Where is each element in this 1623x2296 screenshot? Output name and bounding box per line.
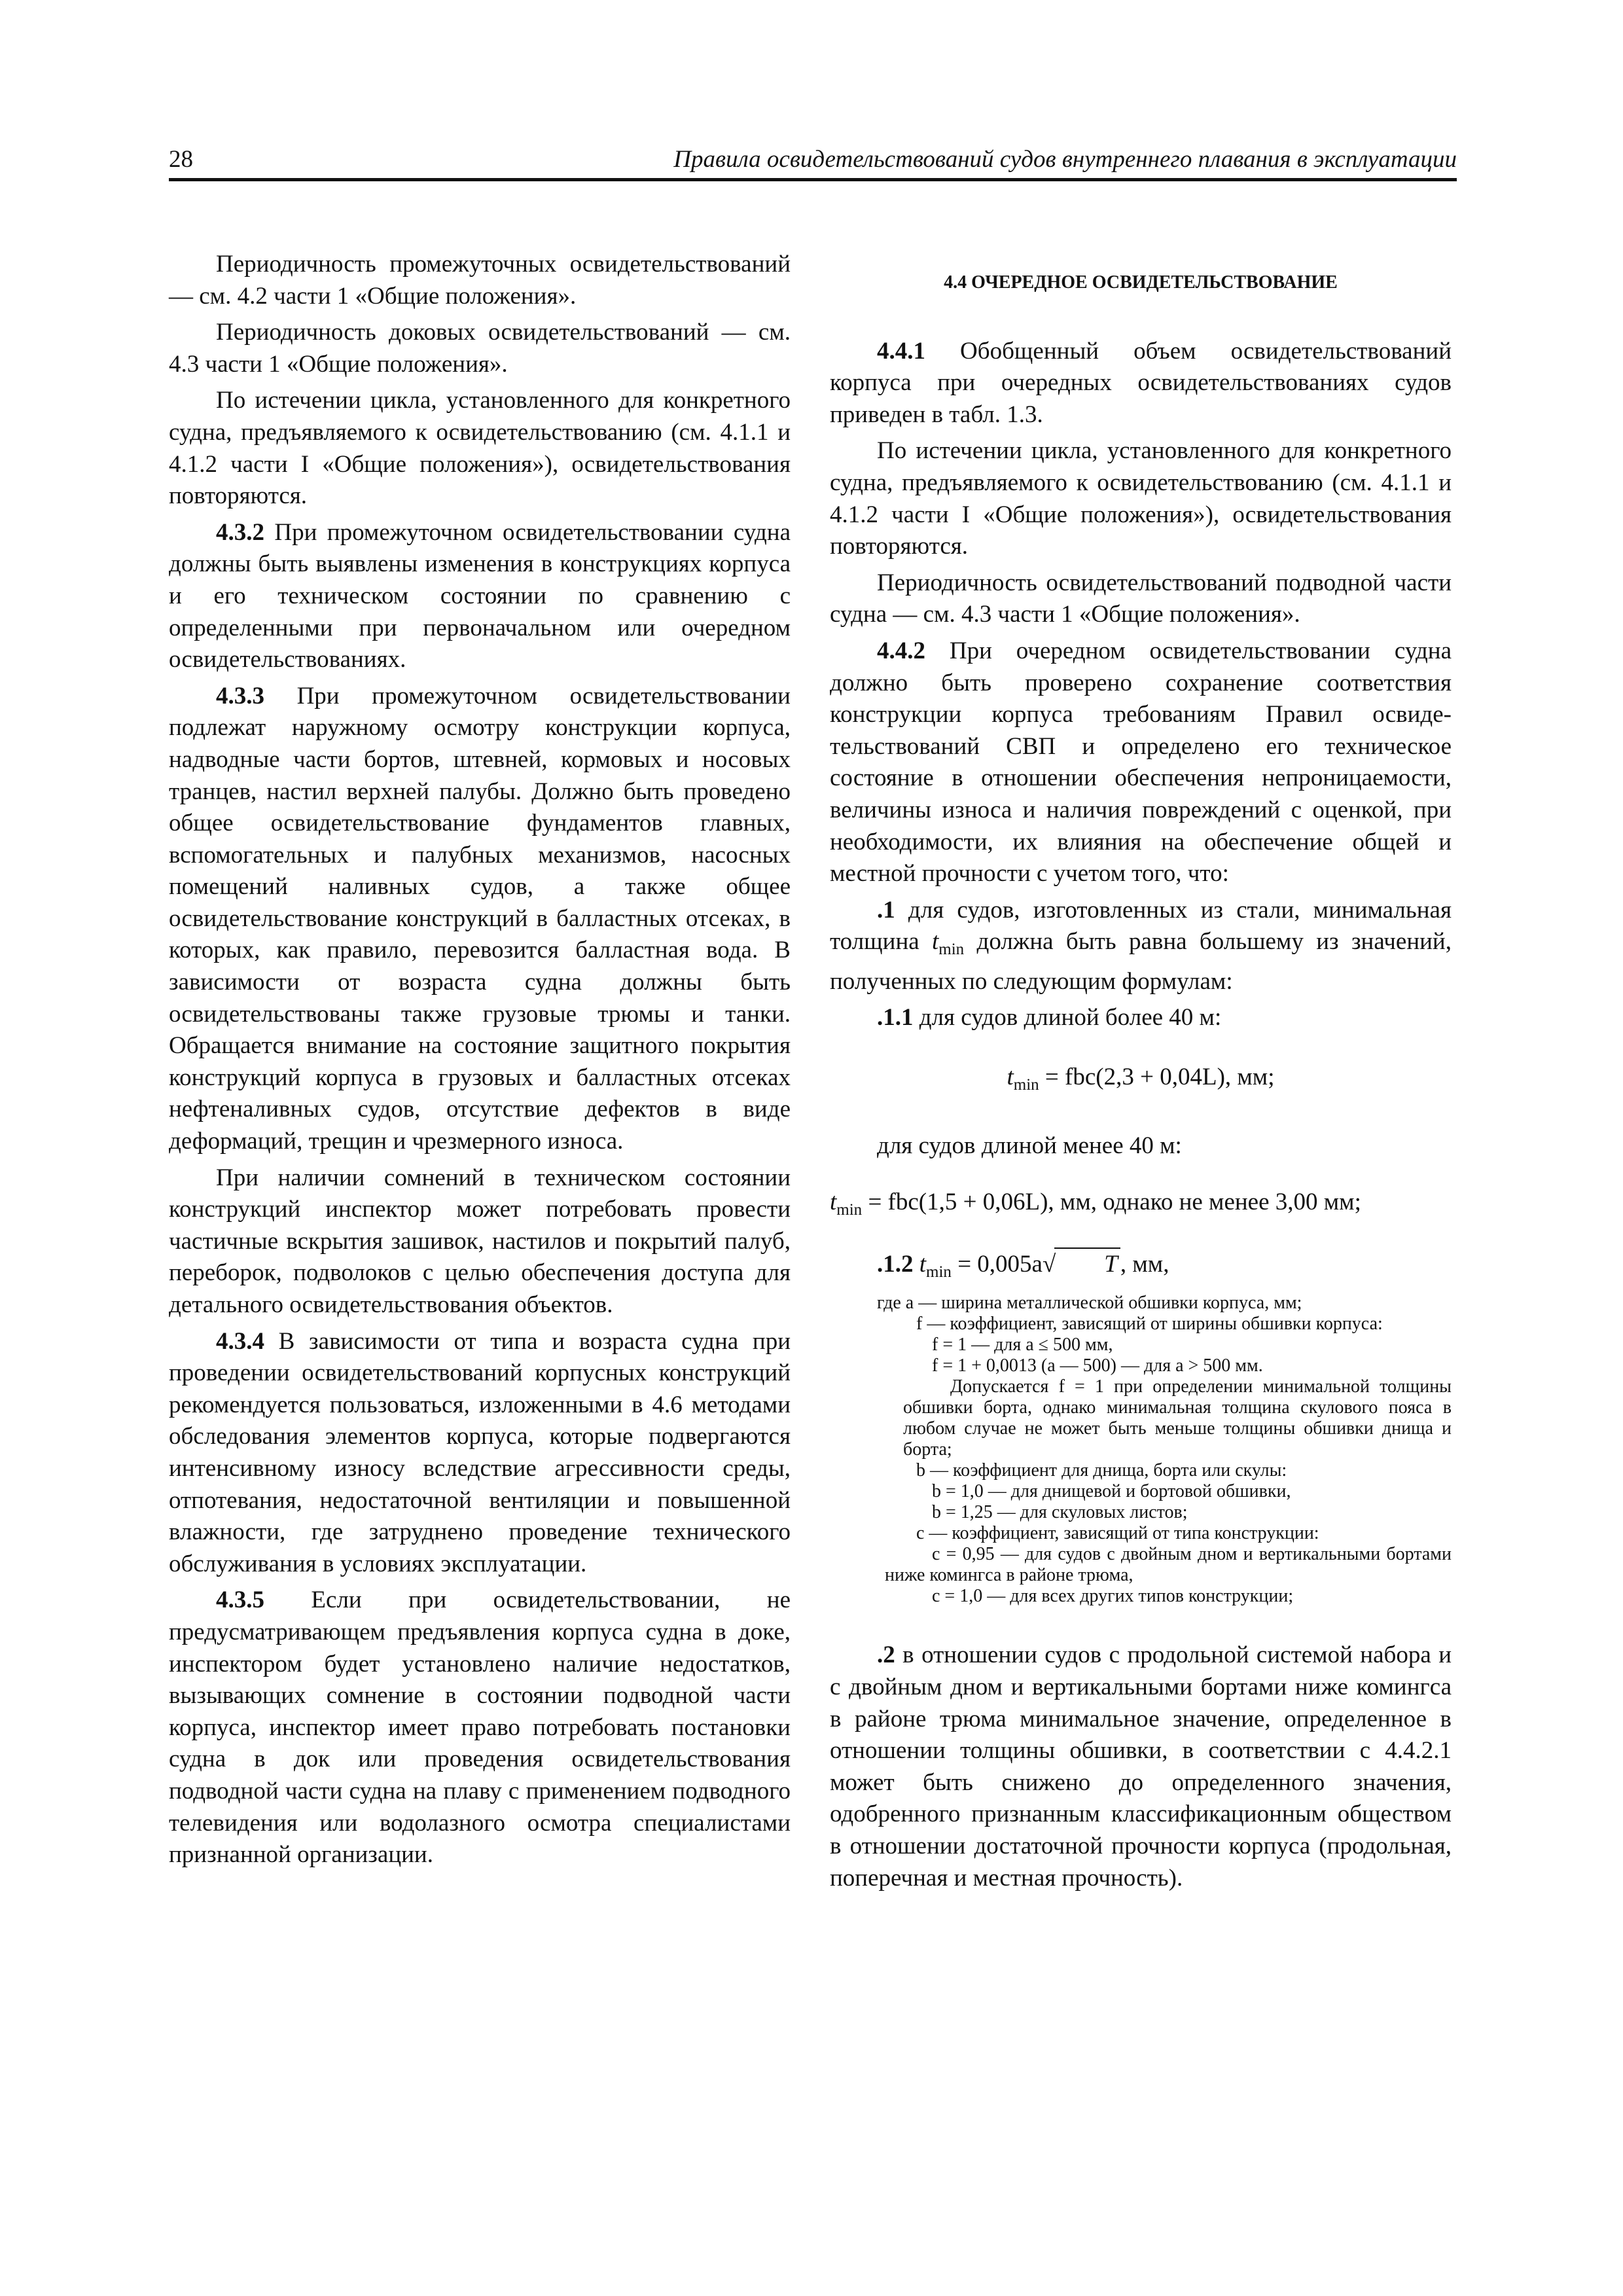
- definition-line: b — коэффициент для днища, борта или скулы:: [916, 1460, 1287, 1481]
- symbol-subscript: min: [1013, 1076, 1039, 1094]
- paragraph: Периодичность доковых освидетельствований — см. 4.3 части 1 «Общие положения».: [169, 319, 791, 378]
- paragraph: [169, 1585, 791, 1871]
- paragraph: [830, 895, 1452, 998]
- formula-1: [830, 1062, 1452, 1102]
- sqrt-symbol: √: [1042, 1250, 1056, 1278]
- paragraph: Периодичность освидетельствований подводной части судна — см. 4.3 части 1 «Общие положения».: [830, 569, 1452, 628]
- paragraph-text: Обобщенный объем освидетельствований корпуса при очередных освидетельствованиях судов приведен в табл. 1.3.: [830, 337, 1452, 428]
- paragraph: При наличии сомнений в техническом состоянии конструкций инспектор может потребовать провести частичные вскрытия зашивок, настилов и покрытий палуб, переборок, подволоков с целью обеспечения доступа для детального освидетельствования объектов.: [169, 1164, 791, 1318]
- definition-line: c = 0,95 — для судов с двойным дном и вертикальными бортами ниже комингса в районе трюма,: [885, 1544, 1452, 1586]
- formula-text: = fbc(2,3 + 0,04L), мм;: [1039, 1064, 1275, 1091]
- clause-number: 4.3.2: [216, 518, 264, 546]
- paragraph: Периодичность промежуточных освидетельствований — см. 4.2 части 1 «Общие положения».: [169, 251, 791, 310]
- paragraph-text: в отношении судов с продольной системой набора и с двойным дном и вертикальными бортами ниже комингса в районе трюма минимальное значение, определенное в отношении толщины обшивки, в соответствии с 4.4.2.1 может быть снижено до определенного значения, одобренного признанным классификационным обществом в отношении достаточной прочности корпуса (продольная, поперечная и местная прочность).: [830, 1641, 1452, 1892]
- definitions-list: [830, 1293, 1452, 1607]
- definition-line: f — коэффициент, зависящий от ширины обшивки корпуса:: [916, 1314, 1383, 1335]
- paragraph: [830, 636, 1452, 890]
- clause-number: 4.4.1: [877, 337, 925, 365]
- paragraph-text: для судов длиной более 40 м:: [913, 1004, 1222, 1031]
- paragraph: [830, 336, 1452, 431]
- formula-text: = 0,005a: [951, 1250, 1043, 1278]
- paragraph-text: При промежуточном освидетельствовании подлежат наружному осмотру конструкции корпуса, надводные части бортов, штевней, кормовых и носовых транцев, настил верхней палубы. Должно быть проведено общее освидетельствование фундаментов главных, вспомогательных и палубных механизмов, насосных помещений наливных судов, а также общее освидетельствование конструкций в балластных отсеках, в которых, как правило, перевозится балластная вода. В зависимости от возраста судна должны быть освидетельствованы также грузовые трюмы и танки. Обращается внимание на состояние защитного покрытия конструкций корпуса в грузовых и балластных отсеках нефтеналивных судов, отсутствие дефектов в виде деформаций, трещин и чрезмерного износа.: [169, 682, 791, 1155]
- clause-number: .1.1: [877, 1004, 914, 1031]
- definition-line: f = 1 — для a ≤ 500 мм,: [932, 1335, 1113, 1355]
- paragraph: [830, 1002, 1452, 1034]
- clause-number: .2: [877, 1641, 895, 1669]
- definition-line: где a — ширина металлической обшивки корпуса, мм;: [877, 1293, 1302, 1314]
- paragraph: [169, 1326, 791, 1581]
- right-column: [830, 249, 1452, 1899]
- clause-number: 4.3.4: [216, 1327, 264, 1355]
- paragraph: [169, 681, 791, 1158]
- clause-number: 4.3.3: [216, 682, 264, 709]
- formula-unit: , мм,: [1120, 1250, 1169, 1278]
- paragraph: [169, 517, 791, 676]
- symbol-subscript: min: [938, 941, 965, 959]
- symbol-subscript: min: [926, 1263, 952, 1281]
- page-header: [169, 145, 1457, 179]
- sqrt-radicand: T: [1054, 1247, 1120, 1281]
- clause-number: 4.3.5: [216, 1587, 264, 1614]
- clause-number: .1: [877, 896, 895, 924]
- paragraph-text: При промежуточном освидетельствовании судна должны быть выявлены изменения в конструкциях корпуса и его техническом состоянии по сравнению с определенными при первоначальном или очередном освидетельствованиях.: [169, 518, 791, 673]
- definition-line: c — коэффициент, зависящий от типа конструкции:: [916, 1523, 1319, 1544]
- definition-line: f = 1 + 0,0013 (a — 500) — для a > 500 мм.: [932, 1355, 1263, 1376]
- definition-line: Допускается f = 1 при определении минимальной толщины обшивки борта, однако минимальная толщина скулового пояса в любом случае не может быть меньше толщины обшивки днища и борта;: [903, 1376, 1452, 1460]
- paragraph: для судов длиной менее 40 м:: [877, 1132, 1182, 1159]
- paragraph-text: Если при освидетельствовании, не предусматривающем предъявления корпуса судна в доке, инспектором будет установлено наличие недостатков, вызывающих сомнение в состоянии подводной части корпуса, инспектор имеет право потребовать постановки судна в док или проведения освидетельствования подводной части судна на плаву с применением подводного телевидения или водолазного осмотра специалистами признанной организации.: [169, 1587, 791, 1869]
- definition-line: b = 1,25 — для скуловых листов;: [932, 1502, 1188, 1523]
- symbol-t: t: [919, 1250, 927, 1278]
- header-rule: [169, 178, 1457, 181]
- formula-2: [830, 1187, 1452, 1227]
- symbol-t: t: [932, 928, 939, 956]
- paragraph: По истечении цикла, установленного для конкретного судна, предъявляемого к освидетельствованию (см. 4.1.1 и 4.1.2 части I «Общие положения»), освидетельствования повторяются.: [169, 387, 791, 510]
- running-title: Правила освидетельствований судов внутреннего плавания в эксплуатации: [673, 146, 1457, 173]
- section-title: 4.4 ОЧЕРЕДНОЕ ОСВИДЕТЕЛЬСТВОВАНИЕ: [944, 272, 1338, 293]
- paragraph: По истечении цикла, установленного для конкретного судна, предъявляемого к освидетельствованию (см. 4.1.1 и 4.1.2 части I «Общие положения»), освидетельствования повторяются.: [830, 437, 1452, 560]
- paragraph-text: При очередном освидетельствовании судна должно быть проверено сохранение соответствия конструкции корпуса требованиям Правил освидетельствований СВП и определено его техническое состояние в отношении обеспечения непроницаемости, величины износа и наличия повреждений с оценкой, при необходимости, их влияния на обеспечение общей и местной прочности с учетом того, что:: [830, 637, 1452, 888]
- formula-text: = fbc(1,5 + 0,06L), мм, однако не менее 3,00 мм;: [862, 1189, 1361, 1216]
- definition-line: b = 1,0 — для днищевой и бортовой обшивки,: [932, 1481, 1291, 1502]
- symbol-t: t: [1007, 1064, 1014, 1091]
- paragraph-text: В зависимости от типа и возраста судна при проведении освидетельствований корпусных конструкций рекомендуется пользоваться, изложенными в 4.6 методами обследования элементов корпуса, которые подвергаются интенсивному износу вследствие агрессивности среды, отпотевания, недостаточной вентиляции и повышенной влажности, где затруднено проведение технического обслуживания в условиях эксплуатации.: [169, 1327, 791, 1577]
- clause-number: 4.4.2: [877, 637, 925, 664]
- clause-number: .1.2: [877, 1250, 914, 1278]
- formula-3: [830, 1247, 1452, 1289]
- symbol-subscript: min: [836, 1201, 863, 1219]
- page-number: 28: [169, 146, 193, 173]
- left-column: [169, 249, 791, 1876]
- paragraph-text: должна быть равна большему из значений, полученных по следующим формулам:: [830, 928, 1452, 995]
- symbol-t: t: [830, 1189, 837, 1216]
- definition-line: c = 1,0 — для всех других типов конструкции;: [932, 1586, 1294, 1607]
- paragraph-text: для судов, изготовленных из стали, минимальная толщина: [830, 896, 1452, 956]
- paragraph: [830, 1640, 1452, 1894]
